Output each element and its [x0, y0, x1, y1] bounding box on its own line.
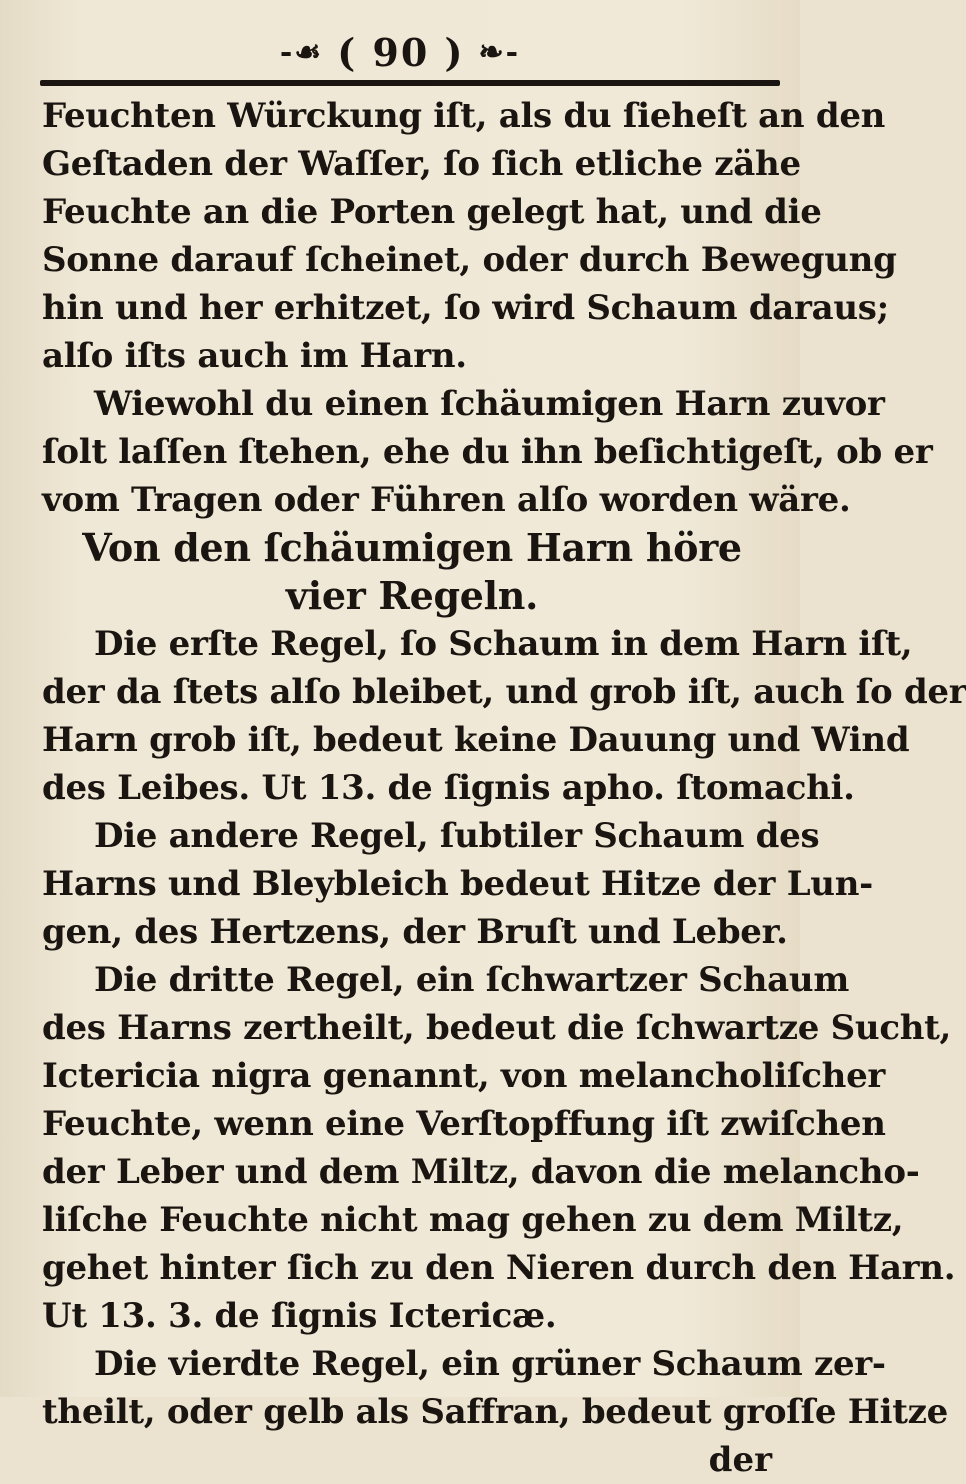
text-line: Harn grob iſt, bedeut keine Dauung und Wind	[42, 720, 910, 760]
page-header	[0, 22, 800, 82]
text-line: Sonne darauf ſcheinet, oder durch Bewegung	[42, 240, 897, 280]
text-line: Die vierdte Regel, ein grüner Schaum zer-	[94, 1344, 886, 1384]
text-line: gehet hinter ſich zu den Nieren durch den Harn.	[42, 1248, 956, 1288]
text-line: Geſtaden der Waſſer, ſo ſich etliche zähe	[42, 144, 801, 184]
catchword: der	[708, 1440, 772, 1480]
text-line: Ut 13. 3. de ſignis Ictericæ.	[42, 1296, 557, 1336]
ornament-left-icon: -☙	[279, 34, 324, 70]
text-line: der da ſtets alſo bleibet, und grob iſt, auch ſo der	[42, 672, 966, 712]
text-line: alſo iſts auch im Harn.	[42, 336, 467, 376]
text-line: vom Tragen oder Führen alſo worden wäre.	[42, 480, 851, 520]
text-line: Die dritte Regel, ein ſchwartzer Schaum	[94, 960, 849, 1000]
text-line: Feuchten Würckung iſt, als du ſieheſt an den	[42, 96, 886, 136]
text-line: Harns und Bleybleich bedeut Hitze der Lun-	[42, 864, 873, 904]
body-text	[42, 92, 966, 1484]
text-line: Die andere Regel, ſubtiler Schaum des	[94, 816, 820, 856]
text-line: Wiewohl du einen ſchäumigen Harn zuvor	[94, 384, 885, 424]
text-line: des Harns zertheilt, bedeut die ſchwartze Sucht,	[42, 1008, 952, 1048]
page-number: ( 90 )	[337, 29, 465, 75]
text-line: gen, des Hertzens, der Bruſt und Leber.	[42, 912, 788, 952]
text-line: Feuchte, wenn eine Verſtopffung iſt zwiſchen	[42, 1104, 886, 1144]
text-line: hin und her erhitzet, ſo wird Schaum daraus;	[42, 288, 889, 328]
text-line: theilt, oder gelb als Saffran, bedeut groſſe Hitze	[42, 1392, 948, 1432]
text-line: ſolt laſſen ſtehen, ehe du ihn beſichtigeſt, ob er	[42, 432, 933, 472]
text-line: liſche Feuchte nicht mag gehen zu dem Miltz,	[42, 1200, 904, 1240]
text-line: des Leibes. Ut 13. de ſignis apho. ſtomachi.	[42, 768, 855, 808]
ornament-right-icon: ❧-	[478, 34, 521, 70]
section-heading: vier Regeln.	[285, 573, 539, 618]
text-line: Ictericia nigra genannt, von melancholiſcher	[42, 1056, 886, 1096]
section-heading: Von den ſchäumigen Harn höre	[82, 525, 742, 570]
text-line: der Leber und dem Miltz, davon die melancho-	[42, 1152, 920, 1192]
text-line: Die erſte Regel, ſo Schaum in dem Harn iſt,	[94, 624, 913, 664]
text-line: Feuchte an die Porten gelegt hat, und die	[42, 192, 822, 232]
header-rule	[40, 80, 780, 86]
